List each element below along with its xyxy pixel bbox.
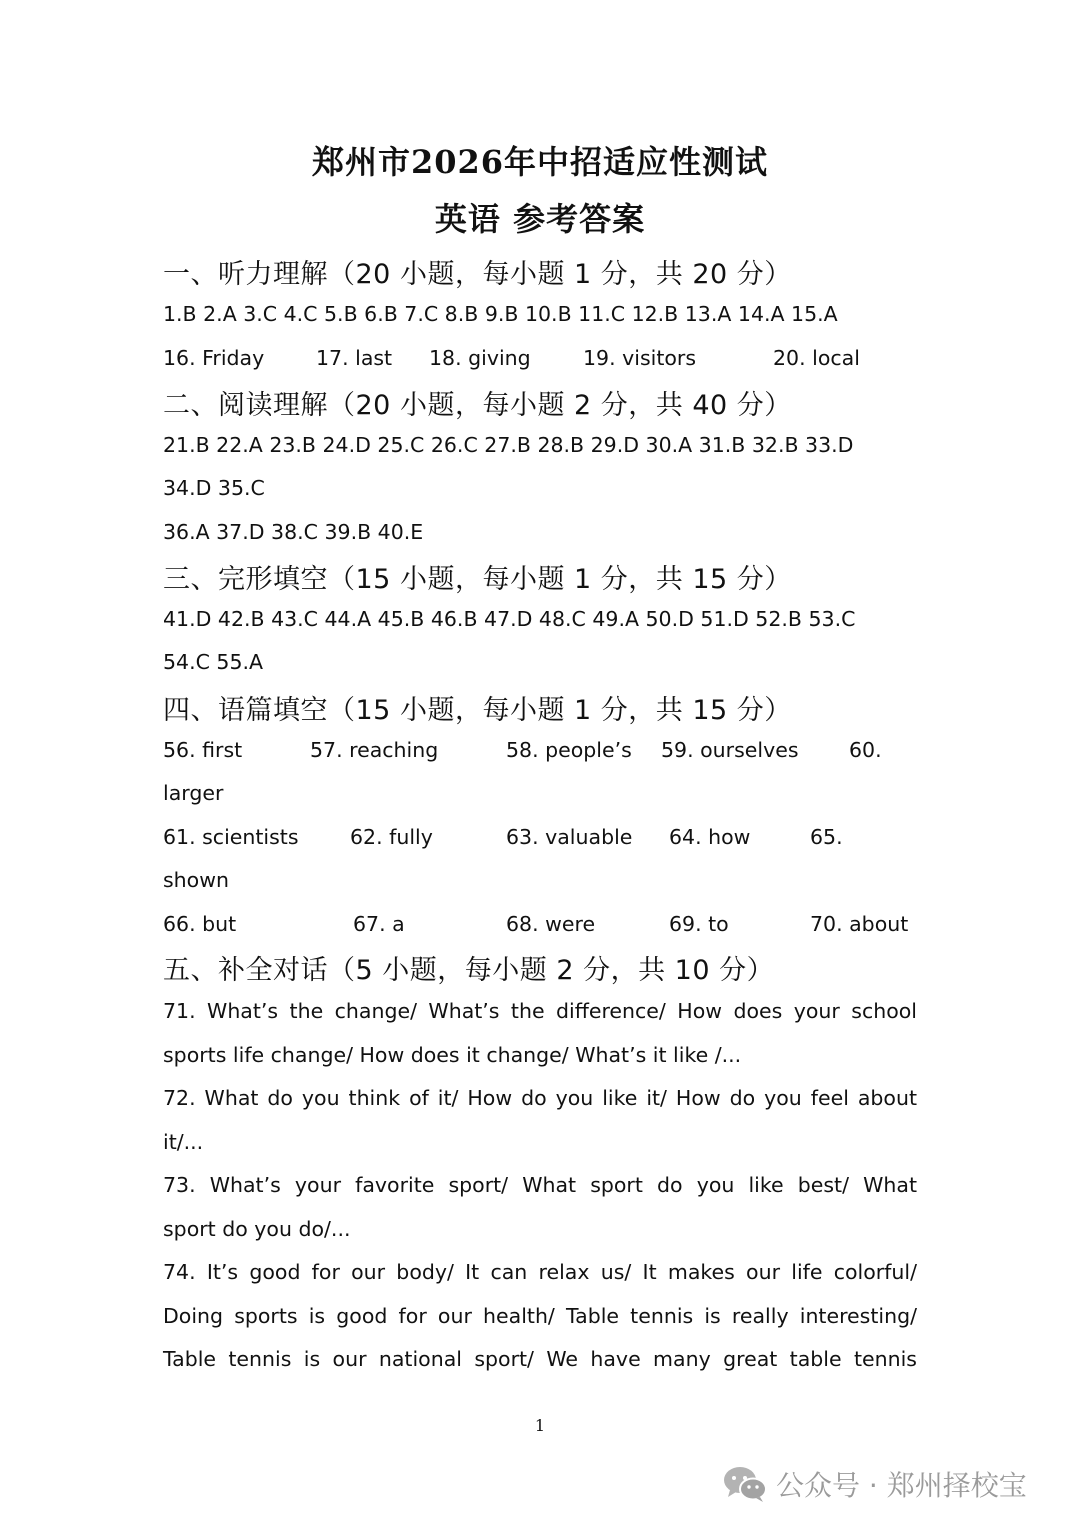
passage-fill-wrap: shown	[163, 868, 229, 892]
dialogue-answer-line: 72. What do you think of it/ How do you like it/ How do you feel about	[163, 1086, 917, 1110]
answer-cell: 57. reaching	[310, 738, 439, 762]
cloze-answers-line: 54.C 55.A	[163, 650, 264, 674]
answer-cell: 60.	[849, 738, 882, 762]
answer-cell: 63. valuable	[506, 825, 633, 849]
dialogue-answer-line: it/...	[163, 1130, 204, 1154]
dialogue-answer-line: Doing sports is good for our health/ Table tennis is really interesting/	[163, 1304, 917, 1328]
dialogue-answer-line: Table tennis is our national sport/ We have many great table tennis	[163, 1347, 917, 1371]
answer-cell: 16. Friday	[163, 346, 265, 370]
answer-cell: 70. about	[810, 912, 909, 936]
answer-cell: 61. scientists	[163, 825, 299, 849]
answer-cell: 19. visitors	[583, 346, 697, 370]
passage-fill-wrap: larger	[163, 781, 224, 805]
answer-cell: 17. last	[316, 346, 393, 370]
answer-cell: 64. how	[669, 825, 751, 849]
answer-cell: 59. ourselves	[661, 738, 799, 762]
dialogue-answer-line: sport do you do/...	[163, 1217, 351, 1241]
page-number: 1	[534, 1416, 546, 1435]
dialogue-answer-line: 74. It’s good for our body/ It can relax us/ It makes our life colorful/	[163, 1260, 917, 1284]
answer-cell: 69. to	[669, 912, 729, 936]
answer-cell: 62. fully	[350, 825, 433, 849]
watermark	[722, 1462, 1027, 1506]
listening-fill-row	[163, 344, 917, 372]
answer-cell: 68. were	[506, 912, 596, 936]
section-heading-reading: 二、阅读理解（20 小题，每小题 2 分，共 40 分）	[163, 390, 792, 421]
listening-answers-line: 1.B 2.A 3.C 4.C 5.B 6.B 7.C 8.B 9.B 10.B 11.C 12.B 13.A 14.A 15.A	[163, 302, 838, 326]
passage-fill-row	[163, 823, 917, 851]
section-heading-dialogue: 五、补全对话（5 小题，每小题 2 分，共 10 分）	[163, 955, 775, 986]
dialogue-answer-line: 73. What’s your favorite sport/ What sport do you like best/ What	[163, 1173, 917, 1197]
answer-cell: 65.	[810, 825, 843, 849]
reading-answers-line: 36.A 37.D 38.C 39.B 40.E	[163, 520, 424, 544]
wechat-icon	[722, 1464, 768, 1504]
document-subtitle: 英语 参考答案	[434, 200, 646, 238]
document-title: 郑州市2026年中招适应性测试	[311, 143, 769, 181]
answer-cell: 58. people’s	[506, 738, 632, 762]
answer-cell: 67. a	[353, 912, 405, 936]
answer-cell: 56. first	[163, 738, 243, 762]
section-heading-cloze: 三、完形填空（15 小题，每小题 1 分，共 15 分）	[163, 564, 792, 595]
dialogue-answer-line: sports life change/ How does it change/ What’s it like /...	[163, 1043, 742, 1067]
answer-cell: 18. giving	[429, 346, 531, 370]
reading-answers-line: 34.D 35.C	[163, 476, 265, 500]
section-heading-listening: 一、听力理解（20 小题，每小题 1 分，共 20 分）	[163, 259, 792, 290]
cloze-answers-line: 41.D 42.B 43.C 44.A 45.B 46.B 47.D 48.C 49.A 50.D 51.D 52.B 53.C	[163, 607, 856, 631]
dialogue-answer-line: 71. What’s the change/ What’s the difference/ How does your school	[163, 999, 917, 1023]
passage-fill-row	[163, 910, 917, 938]
watermark-text: 公众号 · 郑州择校宝	[776, 1469, 1027, 1502]
answer-cell: 66. but	[163, 912, 237, 936]
reading-answers-line: 21.B 22.A 23.B 24.D 25.C 26.C 27.B 28.B 29.D 30.A 31.B 32.B 33.D	[163, 433, 854, 457]
section-heading-passage-fill: 四、语篇填空（15 小题，每小题 1 分，共 15 分）	[163, 695, 792, 726]
passage-fill-row	[163, 736, 917, 764]
answer-cell: 20. local	[773, 346, 860, 370]
